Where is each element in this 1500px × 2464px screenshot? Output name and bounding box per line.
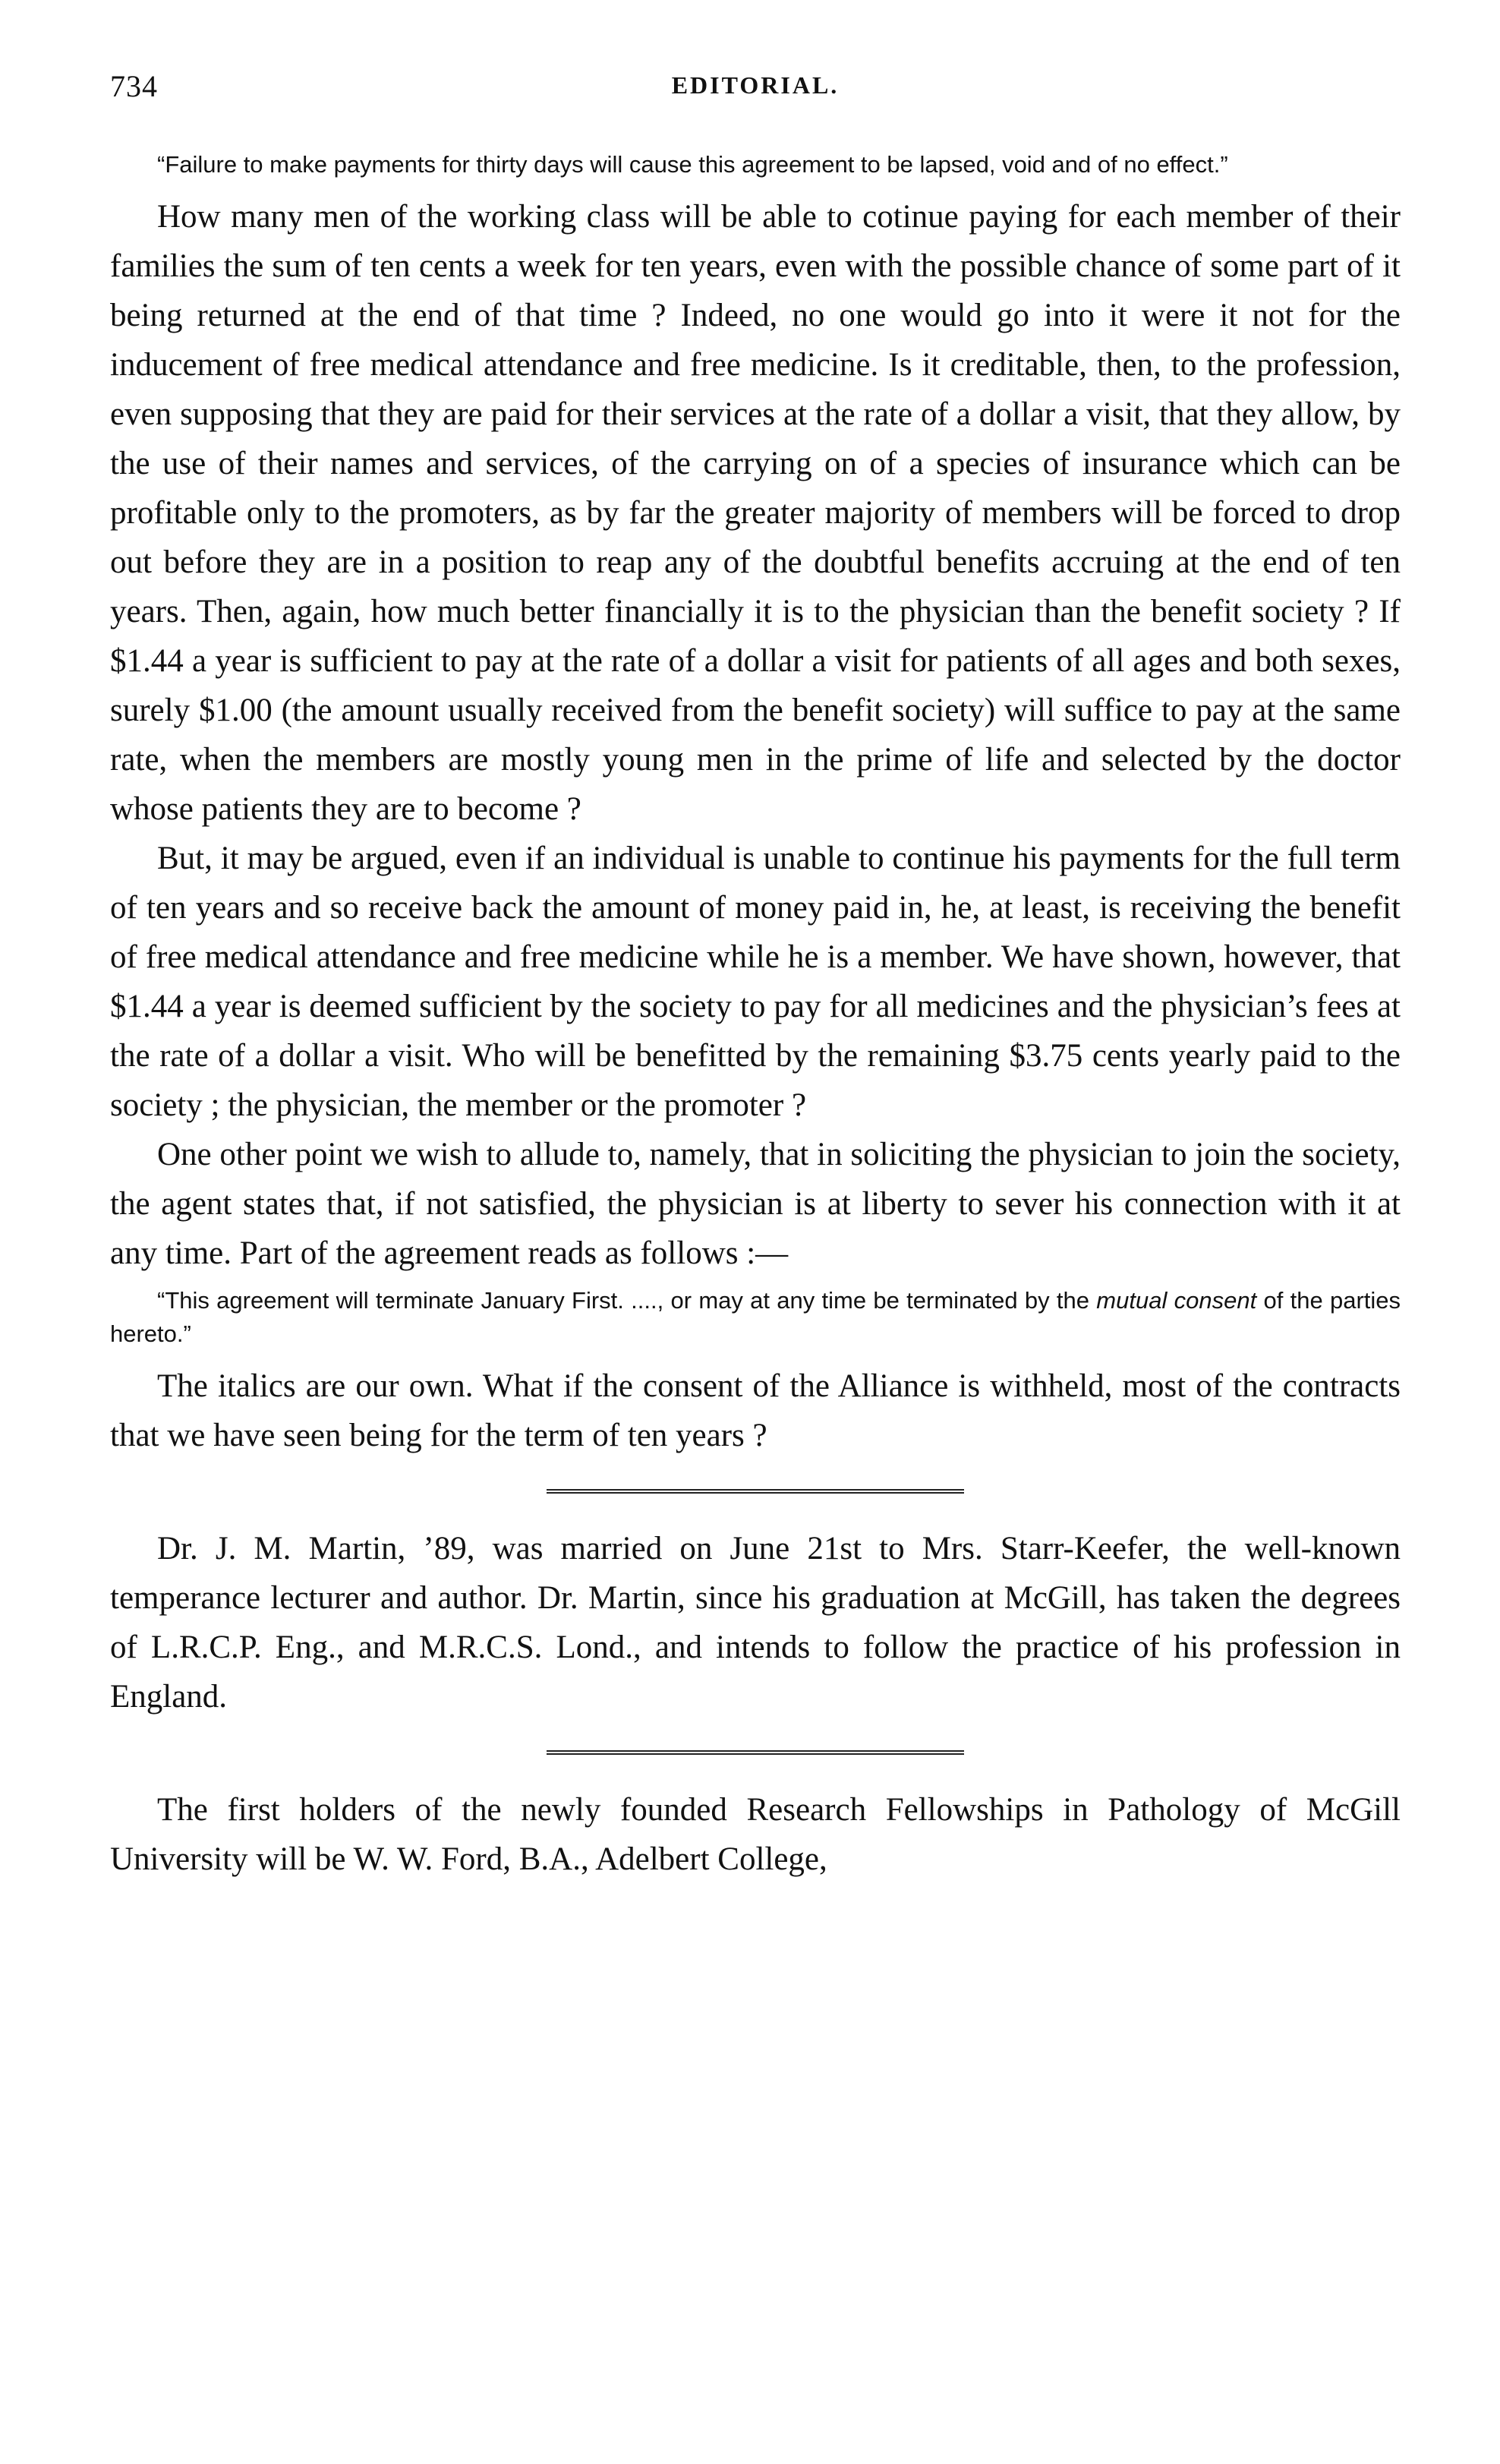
running-head: EDITORIAL. bbox=[671, 71, 840, 99]
page-number: 734 bbox=[110, 69, 158, 103]
spacer bbox=[110, 1278, 1401, 1284]
paragraph-argument-benefit: But, it may be argued, even if an individual is unable to continue his payments for the full term of ten years and so receive back the amount of money paid in, he, at least, is receiving the benefit of free medical attendance and free medicine while he is a member. We have shown, however, that $1.44 a year is deemed sufficient by the society to pay for all medicines and the physician’s fees at the rate of a dollar a visit. Who will be benefitted by the remaining $3.75 cents yearly paid to the society ; the physician, the member or the promoter ? bbox=[110, 841, 1401, 1123]
quote-italic-text: mutual consent bbox=[1096, 1287, 1257, 1314]
page-header bbox=[110, 68, 1401, 121]
book-page bbox=[110, 68, 1401, 1884]
paragraph-research-fellowships: The first holders of the newly founded Research Fellowships in Pathology of McGill University will be W. W. Ford, B.A., Adelbert College, bbox=[110, 1792, 1401, 1877]
paragraph-agreement-termination: One other point we wish to allude to, namely, that in soliciting the physician to join the society, the agent states that, if not satisfied, the physician is at liberty to sever his connection with it at any time. Part of the agreement reads as follows :— bbox=[110, 1137, 1401, 1271]
quoted-termination-clause bbox=[110, 1284, 1401, 1351]
paragraph-italics-note: The italics are our own. What if the consent of the Alliance is withheld, most of the contracts that we have seen being for the term of ten years ? bbox=[110, 1368, 1401, 1453]
paragraph-working-class-payments: How many men of the working class will be able to cotinue paying for each member of their families the sum of ten cents a week for ten years, even with the possible chance of some part of it being returned at the end of that time ? Indeed, no one would go into it were it not for the inducement of free medical attendance and free medicine. Is it creditable, then, to the profession, even supposing that they are paid for their services at the rate of a dollar a visit, that they allow, by the use of their names and services, of the carrying on of a species of insurance which can be profitable only to the promoters, as by far the greater majority of members will be forced to drop out before they are in a position to reap any of the doubtful benefits accruing at the end of ten years. Then, again, how much better financially it is to the physician than the benefit society ? If $1.44 a year is sufficient to pay at the rate of a dollar a visit for patients of all ages and both sexes, surely $1.00 (the amount usually received from the benefit society) will suffice to pay at the same rate, when the members are mostly young men in the prime of life and selected by the doctor whose patients they are to become ? bbox=[110, 199, 1401, 827]
section-divider bbox=[547, 1489, 964, 1494]
section-divider bbox=[547, 1750, 964, 1755]
paragraph-martin-news: Dr. J. M. Martin, ’89, was married on June 21st to Mrs. Starr-Keefer, the well-known temperance lecturer and author. Dr. Martin, since his graduation at McGill, has taken the degrees of L.R.C.P. Eng., and M.R.C.S. Lond., and intends to follow the practice of his profession in England. bbox=[110, 1531, 1401, 1715]
quote-text-start: “This agreement will terminate January First. ...., or may at any time be terminated by the bbox=[157, 1287, 1097, 1314]
quoted-agreement-clause: “Failure to make payments for thirty days will cause this agreement to be lapsed, void and of no effect.” bbox=[157, 151, 1228, 178]
quote-text-end: of the parties hereto.” bbox=[110, 1287, 1401, 1347]
